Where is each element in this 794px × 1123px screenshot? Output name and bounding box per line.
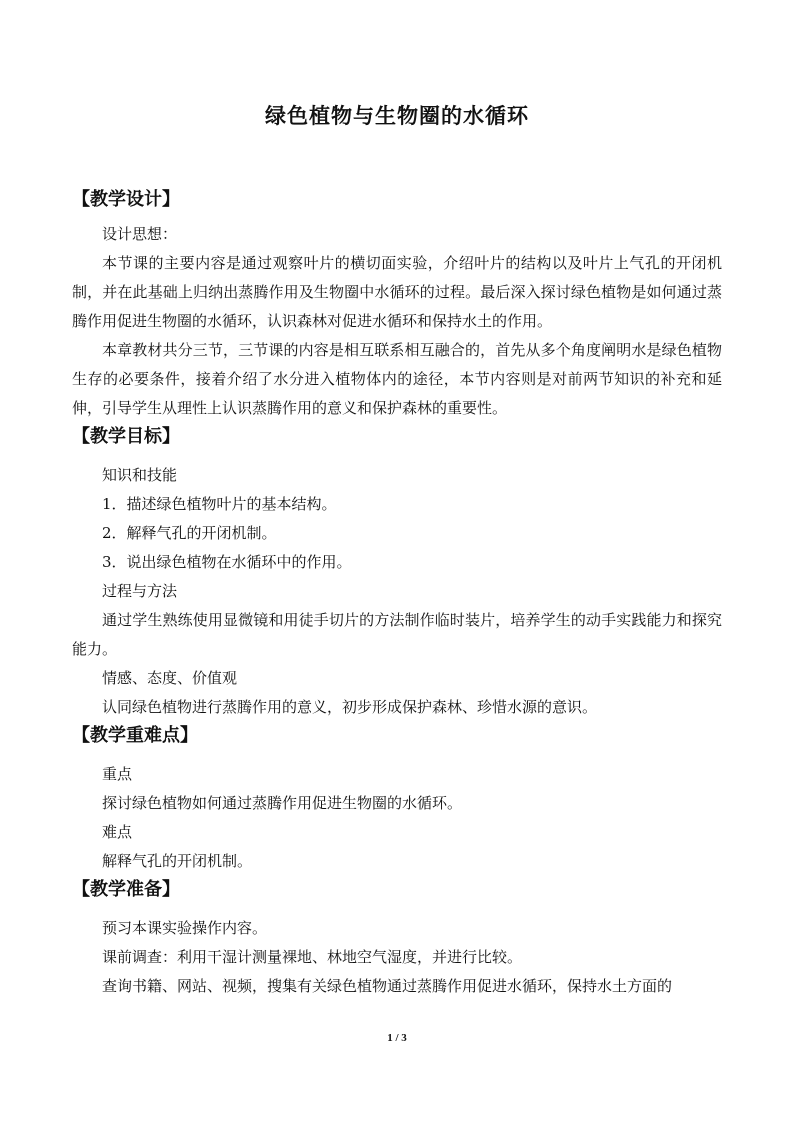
preparation-line-2: 课前调查：利用干湿计测量裸地、林地空气湿度，并进行比较。: [102, 948, 523, 966]
preparation-line-1: 预习本课实验操作内容。: [102, 919, 268, 937]
document-body: [72, 186, 722, 1001]
section-heading-goals: 【教学目标】: [72, 426, 180, 447]
difficult-label: 难点: [102, 823, 133, 841]
section-heading-key-points: 【教学重难点】: [72, 725, 198, 746]
goals-process-text: 通过学生熟练使用显微镜和用徒手切片的方法制作临时装片，培养学生的动手实践能力和探究能力。: [72, 611, 722, 658]
goals-item-1: 1．描述绿色植物叶片的基本结构。: [102, 495, 337, 513]
page-number: 1 / 3: [387, 1032, 407, 1044]
section-heading-design: 【教学设计】: [72, 189, 180, 210]
goals-item-3: 3．说出绿色植物在水循环中的作用。: [102, 553, 352, 571]
section-heading-preparation: 【教学准备】: [72, 879, 180, 900]
key-text: 探讨绿色植物如何通过蒸腾作用促进生物圈的水循环。: [102, 794, 463, 812]
design-paragraph-2: 本章教材共分三节，三节课的内容是相互联系相互融合的，首先从多个角度阐明水是绿色植物生存的必要条件，接着介绍了水分进入植物体内的途径，本节内容则是对前两节知识的补充和延伸，引导学生从理性上认识蒸腾作用的意义和保护森林的重要性。: [72, 341, 722, 417]
goals-emotion-text: 认同绿色植物进行蒸腾作用的意义，初步形成保护森林、珍惜水源的意识。: [102, 698, 598, 716]
document-title: 绿色植物与生物圈的水循环: [265, 104, 529, 128]
goals-emotion-label: 情感、态度、价值观: [102, 669, 238, 687]
key-label: 重点: [102, 765, 133, 783]
design-paragraph-1: 本节课的主要内容是通过观察叶片的横切面实验，介绍叶片的结构以及叶片上气孔的开闭机制，并在此基础上归纳出蒸腾作用及生物圈中水循环的过程。最后深入探讨绿色植物是如何通过蒸腾作用促进生物圈的水循环，认识森林对促进水循环和保持水土的作用。: [72, 254, 722, 330]
difficult-text: 解释气孔的开闭机制。: [102, 852, 253, 870]
goals-knowledge-label: 知识和技能: [102, 466, 178, 484]
goals-item-2: 2．解释气孔的开闭机制。: [102, 524, 277, 542]
design-label: 设计思想：: [102, 225, 178, 243]
goals-process-label: 过程与方法: [102, 582, 178, 600]
preparation-line-3: 查询书籍、网站、视频，搜集有关绿色植物通过蒸腾作用促进水循环，保持水土方面的: [102, 977, 673, 995]
